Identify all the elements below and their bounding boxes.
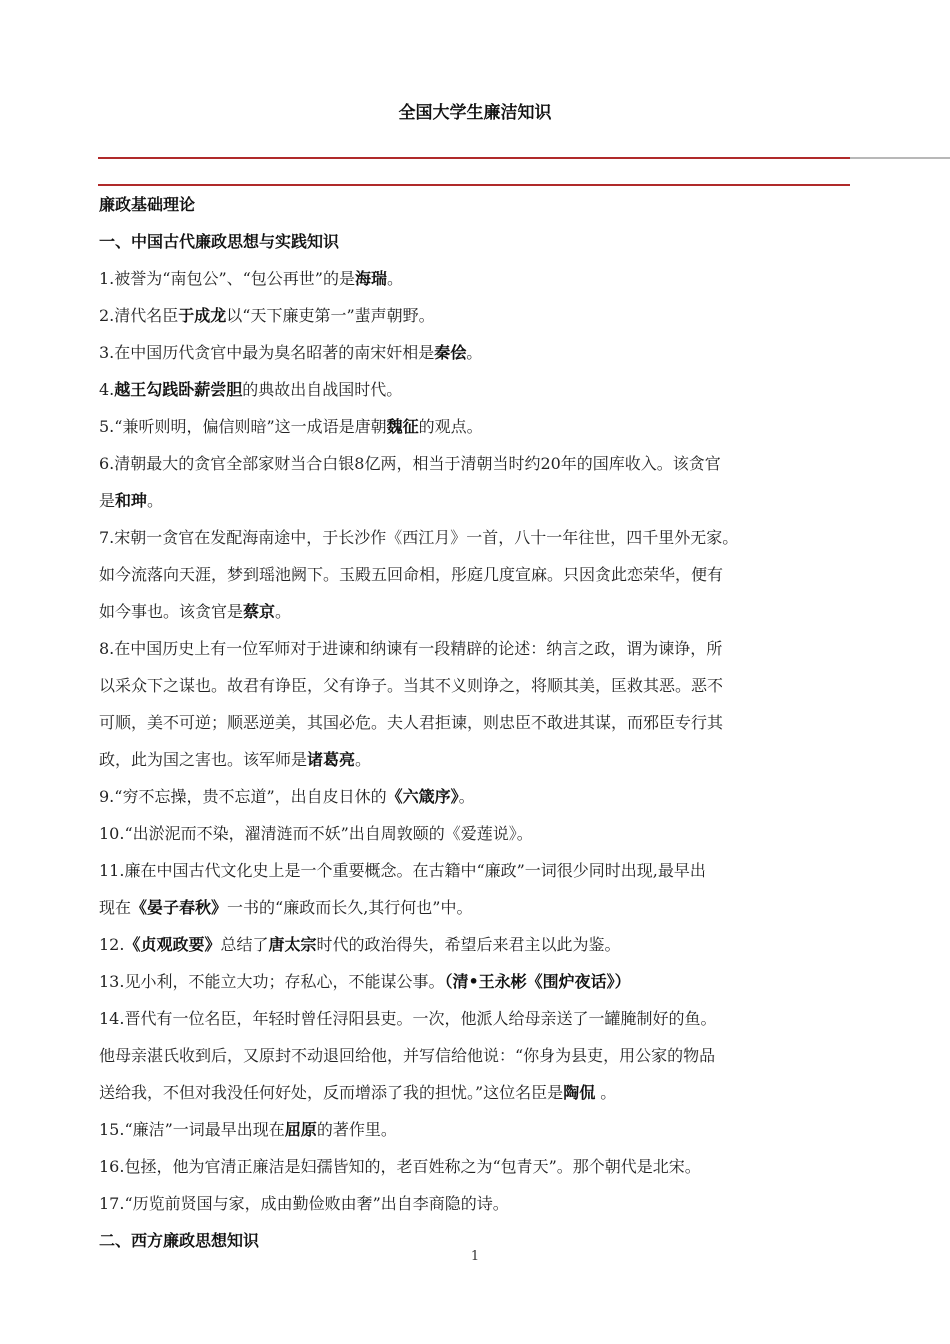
line-text: 政，此为国之害也。该军师是 [99, 750, 308, 769]
line-text: 。 [595, 1083, 617, 1102]
answer-text: 和珅 [115, 491, 148, 510]
text-line [99, 519, 851, 556]
text-line [99, 852, 851, 889]
part1-heading: 一、中国古代廉政思想与实践知识 [99, 232, 340, 251]
text-line [99, 741, 851, 778]
line-text: 5.“兼听则明，偏信则暗”这一成语是唐朝 [99, 417, 387, 436]
line-text: 16.包拯，他为官清正廉洁是妇孺皆知的，老百姓称之为“包青天”。那个朝代是北宋。 [99, 1157, 701, 1176]
header-rule-red [98, 157, 850, 159]
page-number: 1 [470, 1249, 480, 1264]
text-line [99, 1037, 851, 1074]
line-text: 时代的政治得失，希望后来君主以此为鉴。 [316, 935, 621, 954]
text-line [99, 1185, 851, 1222]
answer-text: 海瑞 [355, 269, 388, 288]
document-body [99, 186, 851, 1259]
document-title: 全国大学生廉洁知识 [398, 103, 552, 123]
header-rule-grey [850, 157, 950, 159]
answer-text: 越王勾践卧薪尝胆 [114, 380, 243, 399]
text-line [99, 445, 851, 482]
line-text: 如今事也。该贪官是 [99, 602, 244, 621]
text-line [99, 556, 851, 593]
answer-text: 陶侃 [563, 1083, 596, 1102]
line-text: 3.在中国历代贪官中最为臭名昭著的南宋奸相是 [99, 343, 435, 362]
text-line [99, 778, 851, 815]
line-text: 总结了 [220, 935, 269, 954]
line-text: 7.宋朝一贪官在发配海南途中，于长沙作《西江月》一首，八十一年往世，四千里外无家。 [99, 528, 739, 547]
text-line [99, 1111, 851, 1148]
answer-text: 《六箴序》 [386, 787, 459, 806]
answer-text: 屈原 [284, 1120, 317, 1139]
line-text: 14.晋代有一位名臣，年轻时曾任浔阳县吏。一次，他派人给母亲送了一罐腌制好的鱼。 [99, 1009, 717, 1028]
line-text: 13.见小利，不能立大功；存私心，不能谋公事。 [99, 972, 445, 991]
line-text: 15.“廉洁”一词最早出现在 [99, 1120, 285, 1139]
text-line [99, 1000, 851, 1037]
line-text: 。 [275, 602, 292, 621]
text-line [99, 1148, 851, 1185]
line-text: 。 [466, 343, 483, 362]
line-text: 11.廉在中国古代文化史上是一个重要概念。在古籍中“廉政”一词很少同时出现,最早出 [99, 861, 706, 880]
line-text: 的著作里。 [316, 1120, 397, 1139]
answer-text: 唐太宗 [268, 935, 317, 954]
line-text: 10.“出淤泥而不染，濯清涟而不妖”出自周敦颐的《爱莲说》。 [99, 824, 533, 843]
text-line [99, 593, 851, 630]
line-text: 4. [99, 380, 115, 399]
line-text: 2.清代名臣 [99, 306, 179, 325]
line-text: 的观点。 [418, 417, 483, 436]
text-line [99, 963, 851, 1000]
text-line [99, 815, 851, 852]
answer-text: （清•王永彬《围炉夜话》） [444, 972, 631, 991]
line-text: 。 [387, 269, 404, 288]
line-text: 9.“穷不忘操，贵不忘道”，出自皮日休的 [99, 787, 387, 806]
answer-text: 于成龙 [178, 306, 227, 325]
part2-heading: 二、西方廉政思想知识 [99, 1231, 260, 1250]
line-text: 他母亲湛氏收到后，又原封不动退回给他，并写信给他说：“你身为县吏，用公家的物品 [99, 1046, 716, 1065]
answer-text: 蔡京 [243, 602, 276, 621]
answer-text: 秦侩 [434, 343, 467, 362]
text-line [99, 260, 851, 297]
line-text: 是 [99, 491, 116, 510]
line-text: 的典故出自战国时代。 [242, 380, 403, 399]
section-heading: 廉政基础理论 [99, 195, 196, 214]
text-line [99, 630, 851, 667]
line-text: 17.“历览前贤国与家，成由勤俭败由奢”出自李商隐的诗。 [99, 1194, 509, 1213]
text-line [99, 667, 851, 704]
line-text: 如今流落向天涯，梦到瑶池阙下。玉殿五回命相，彤庭几度宣麻。只因贪此恋荣华，便有 [99, 565, 724, 584]
line-text: 。 [355, 750, 372, 769]
answer-text: 《晏子春秋》 [131, 898, 228, 917]
text-line [99, 297, 851, 334]
line-text: 12. [99, 935, 125, 954]
line-text: 现在 [99, 898, 132, 917]
header-rule [98, 157, 950, 160]
line-text: 可顺，美不可逆；顺恶逆美，其国必危。夫人君拒谏，则忠臣不敢进其谋，而邪臣专行其 [99, 713, 724, 732]
line-text: 以“天下廉吏第一”蜚声朝野。 [226, 306, 435, 325]
answer-text: 《贞观政要》 [124, 935, 221, 954]
line-text: 以采众下之谋也。故君有诤臣，父有诤子。当其不义则诤之，将顺其美，匡救其恶。恶不 [99, 676, 724, 695]
text-line [99, 482, 851, 519]
line-text: 一书的“廉政而长久,其行何也”中。 [227, 898, 473, 917]
text-line [99, 889, 851, 926]
line-text: 送给我，不但对我没任何好处，反而增添了我的担忧。”这位名臣是 [99, 1083, 564, 1102]
text-line [99, 371, 851, 408]
line-text: 。 [147, 491, 164, 510]
text-line [99, 1074, 851, 1111]
line-text: 。 [458, 787, 475, 806]
text-line [99, 334, 851, 371]
text-line [99, 408, 851, 445]
line-text: 8.在中国历史上有一位军师对于进谏和纳谏有一段精辟的论述：纳言之政，谓为谏诤，所 [99, 639, 723, 658]
line-text: 1.被誉为“南包公”、“包公再世”的是 [99, 269, 355, 288]
answer-text: 诸葛亮 [307, 750, 356, 769]
item-list [99, 260, 851, 1222]
line-text: 6.清朝最大的贪官全部家财当合白银8亿两，相当于清朝当时约20年的国库收入。该贪官 [99, 454, 721, 473]
answer-text: 魏征 [386, 417, 419, 436]
text-line [99, 926, 851, 963]
text-line [99, 704, 851, 741]
